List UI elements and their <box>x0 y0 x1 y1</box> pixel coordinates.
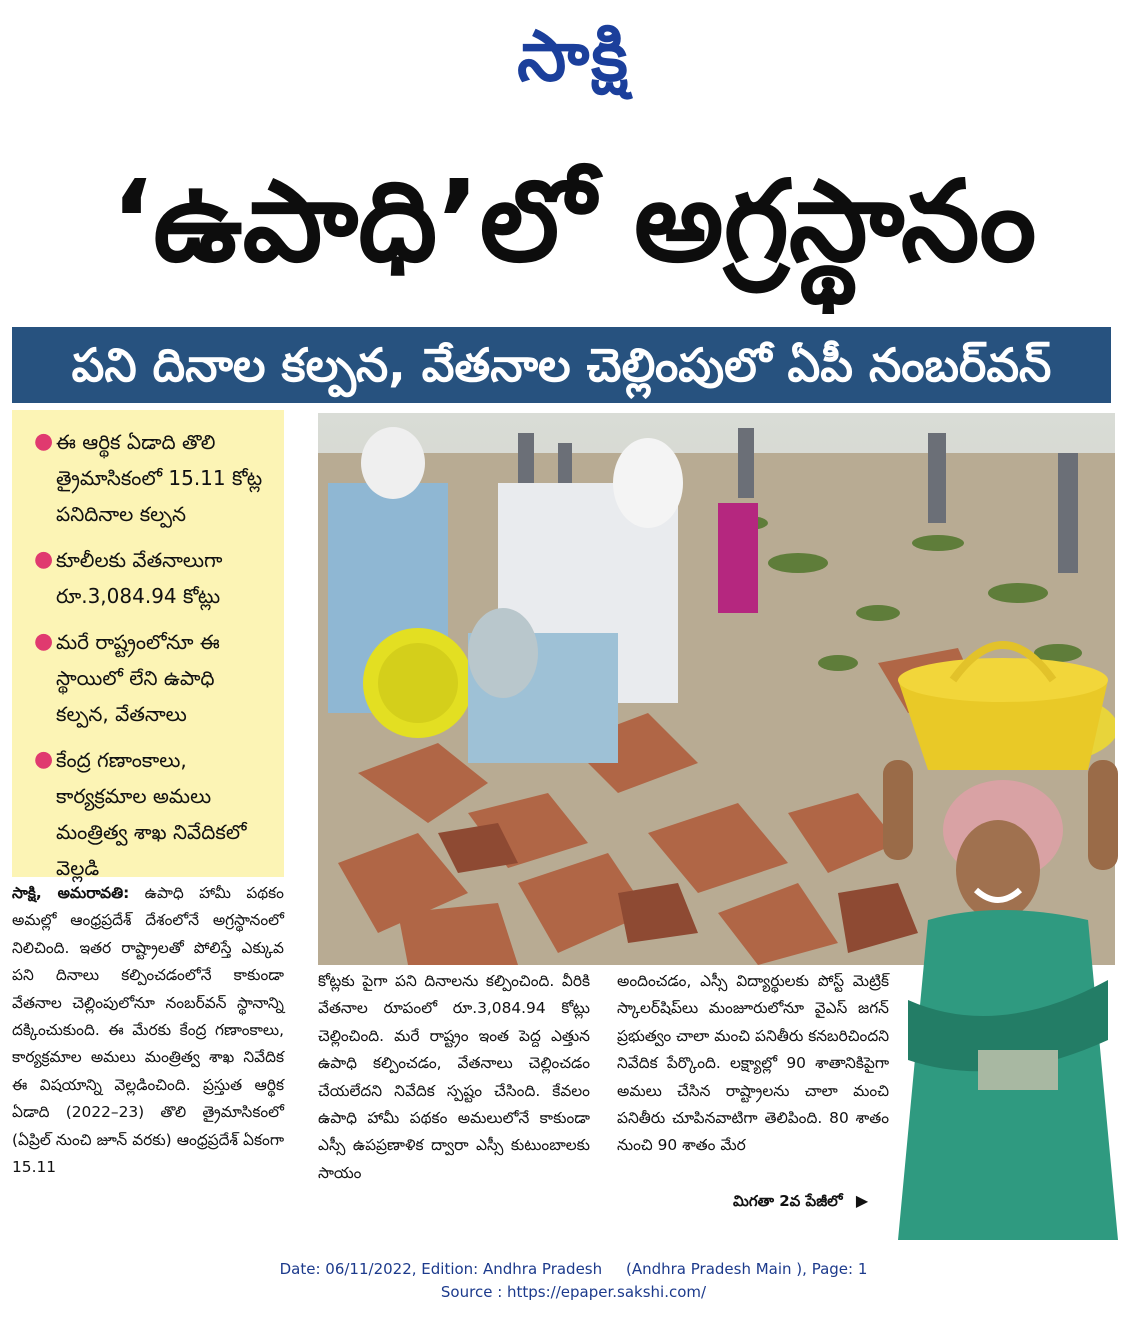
subheadline-bar <box>12 327 1111 403</box>
highlight-item <box>34 742 272 886</box>
bullet-icon: ● <box>34 547 54 572</box>
bullet-icon: ● <box>34 429 54 454</box>
play-arrow-icon: ▶ <box>855 1191 869 1210</box>
highlights-box <box>12 410 284 880</box>
highlight-text: మరే రాష్ట్రంలోనూ ఈ స్థాయిలో లేని ఉపాధి కల్పన, వేతనాలు <box>56 630 220 726</box>
article-column-3 <box>617 968 889 1160</box>
headline: ‘ఉపాధి’లో అగ్రస్థానం <box>110 157 1037 287</box>
footer-edition-info: Date: 06/11/2022, Edition: Andhra Pradesh (Andhra Pradesh Main ), Page: 1 <box>279 1260 868 1278</box>
highlight-text: కూలీలకు వేతనాలుగా రూ.3,084.94 కోట్లు <box>56 548 223 608</box>
article-text: ఉపాధి హామీ పథకం అమల్లో ఆంధ్రప్రదేశ్ దేశంలోనే అగ్రస్థానంలో నిలిచింది. ఇతర రాష్ట్రాలతో పోలిస్తే ఎక్కువ పని దినాలు కల్పించడంలోనే కాకుండా వేతనాల చెల్లింపులోనూ నంబర్‌వన్ స్థానాన్ని దక్కించుకుంది. ఈ మేరకు కేంద్ర గణాంకాలు, కార్యక్రమాల అమలు మంత్రిత్వ శాఖ నివేదిక ఈ విషయాన్ని వెల్లడించింది. ప్రస్తుత ఆర్థిక ఏడాది (2022–23) తొలి త్రైమాసికంలో (ఏప్రిల్ నుంచి జూన్ వరకు) ఆంధ్రప్రదేశ్ ఏకంగా 15.11 <box>12 884 284 1177</box>
continued-link[interactable] <box>733 1189 868 1213</box>
bullet-icon: ● <box>34 629 54 654</box>
highlight-item <box>34 624 272 732</box>
bullet-icon: ● <box>34 747 54 772</box>
masthead-logo: సాక్షి <box>517 15 630 97</box>
continued-text: మిగతా 2వ పేజీలో <box>733 1192 843 1210</box>
article-text: కోట్లకు పైగా పని దినాలను కల్పించింది. వీరికి వేతనాల రూపంలో రూ.3,084.94 కోట్లు చెల్లించింది. మరే రాష్ట్రం ఇంత పెద్ద ఎత్తున ఉపాధి కల్పించడం, వేతనాలు చెల్లించడం చేయలేదని నివేదిక స్పష్టం చేసింది. కేవలం ఉపాధి హామీ పథకం అమలులోనే కాకుండా ఎస్సీ ఉపప్రణాళిక ద్వారా ఎస్సీ కుటుంబాలకు సాయం <box>318 972 590 1182</box>
article-column-2 <box>318 968 590 1187</box>
highlight-text: ఈ ఆర్థిక ఏడాది తొలి త్రైమాసికంలో 15.11 కోట్ల పనిదినాల కల్పన <box>56 430 263 526</box>
highlight-text: కేంద్ర గణాంకాలు, కార్యక్రమాల అమలు మంత్రిత్వ శాఖ నివేదికలో వెల్లడి <box>56 748 247 880</box>
article-text: అందించడం, ఎస్సీ విద్యార్థులకు పోస్ట్ మెట్రిక్ స్కాలర్‌షిప్‌లు మంజూరులోనూ వైఎస్ జగన్ ప్రభుత్వం చాలా మంచి పనితీరు కనబరిచిందని నివేదిక పేర్కొంది. లక్ష్యాల్లో 90 శాతానికిపైగా అమలు చేసిన రాష్ట్రాలను చాలా మంచి పనితీరు చూపినవాటిగా తెలిపింది. 80 శాతం నుంచి 90 శాతం మేర <box>617 972 889 1155</box>
dateline: సాక్షి, అమరావతి: <box>12 884 130 902</box>
highlight-item <box>34 542 272 614</box>
article-column-1 <box>12 880 284 1181</box>
footer-source[interactable]: Source : https://epaper.sakshi.com/ <box>440 1283 707 1301</box>
woman-with-basket-photo <box>855 620 1128 1240</box>
highlight-item <box>34 424 272 532</box>
subheadline-text: పని దినాల కల్పన, వేతనాల చెల్లింపులో ఏపీ నంబర్‌వన్ <box>71 338 1052 392</box>
